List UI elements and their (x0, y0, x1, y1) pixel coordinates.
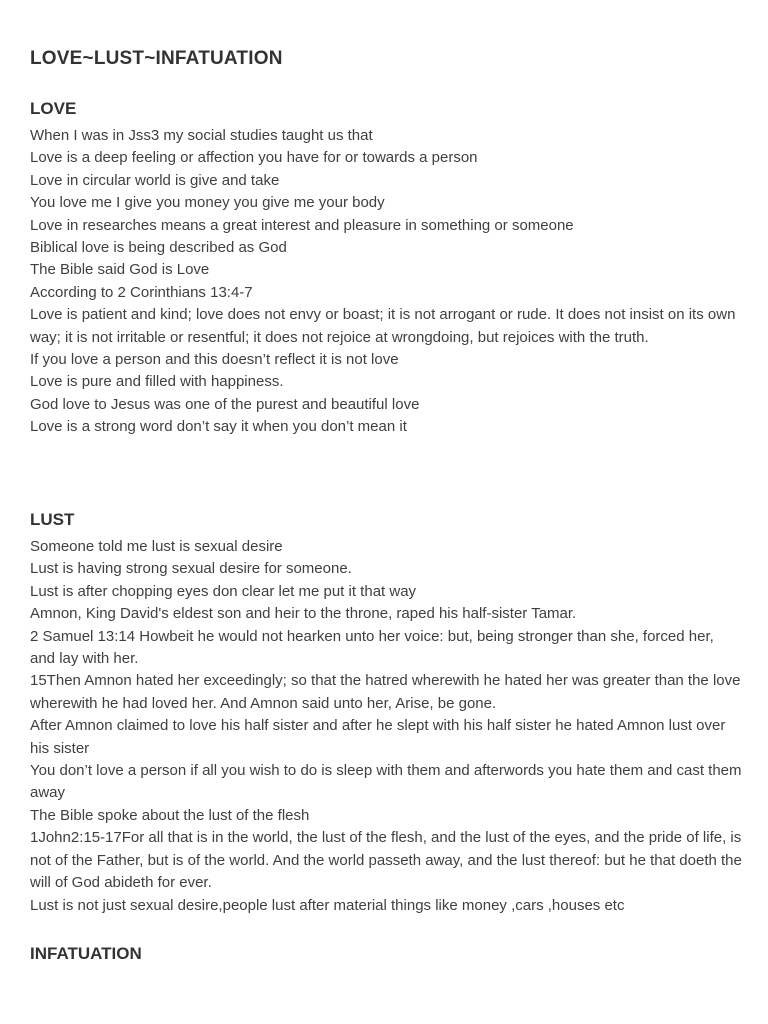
infatuation-heading: INFATUATION (30, 944, 142, 963)
love-line: Love is pure and filled with happiness. (30, 373, 284, 391)
lust-line: Lust is not just sexual desire,people lust after material things like money ,cars ,houses etc (30, 896, 625, 914)
lust-line: 1John2:15-17For all that is in the world, the lust of the flesh, and the lust of the eyes, and the pride of life, is not of the Father, but is of the world. And the world passeth away, and the lust thereof: but he that doeth the will of God abideth for ever. (30, 829, 742, 892)
lust-line: After Amnon claimed to love his half sister and after he slept with his half sister he hated Amnon lust over his sister (30, 717, 726, 757)
document-title: LOVE~LUST~INFATUATION (30, 48, 283, 69)
lust-line: 15Then Amnon hated her exceedingly; so that the hatred wherewith he hated her was greater than the love wherewith he had loved her. And Amnon said unto her, Arise, be gone. (30, 672, 741, 712)
love-line: If you love a person and this doesn’t reflect it is not love (30, 351, 399, 369)
love-line: Love is patient and kind; love does not envy or boast; it is not arrogant or rude. It does not insist on its own way; it is not irritable or resentful; it does not rejoice at wrongdoing, but rejoices with the truth. (30, 306, 736, 346)
love-section-body (30, 125, 742, 439)
lust-line: Lust is having strong sexual desire for someone. (30, 560, 352, 578)
love-line: The Bible said God is Love (30, 261, 210, 279)
love-line: According to 2 Corinthians 13:4-7 (30, 283, 253, 301)
love-line: When I was in Jss3 my social studies taught us that (30, 127, 373, 144)
lust-line: You don’t love a person if all you wish to do is sleep with them and afterwords you hate them and cast them away (30, 762, 742, 802)
love-line: Love in circular world is give and take (30, 171, 280, 189)
love-line: God love to Jesus was one of the purest and beautiful love (30, 395, 420, 413)
love-line: Love is a strong word don’t say it when you don’t mean it (30, 418, 407, 436)
love-line: You love me I give you money you give me your body (30, 194, 385, 212)
lust-line: Someone told me lust is sexual desire (30, 538, 283, 555)
lust-line: The Bible spoke about the lust of the flesh (30, 806, 310, 824)
lust-line: Lust is after chopping eyes don clear let me put it that way (30, 582, 417, 600)
love-line: Love in researches means a great interest and pleasure in something or someone (30, 216, 574, 234)
love-heading: LOVE (30, 99, 77, 118)
lust-heading: LUST (30, 510, 75, 529)
love-line: Biblical love is being described as God (30, 239, 287, 257)
lust-line: Amnon, King David's eldest son and heir to the throne, raped his half-sister Tamar. (30, 605, 577, 623)
lust-section-body (30, 536, 742, 917)
love-line: Love is a deep feeling or affection you have for or towards a person (30, 149, 478, 167)
lust-line: 2 Samuel 13:14 Howbeit he would not hearken unto her voice: but, being stronger than she, forced her, and lay with her. (30, 627, 714, 668)
